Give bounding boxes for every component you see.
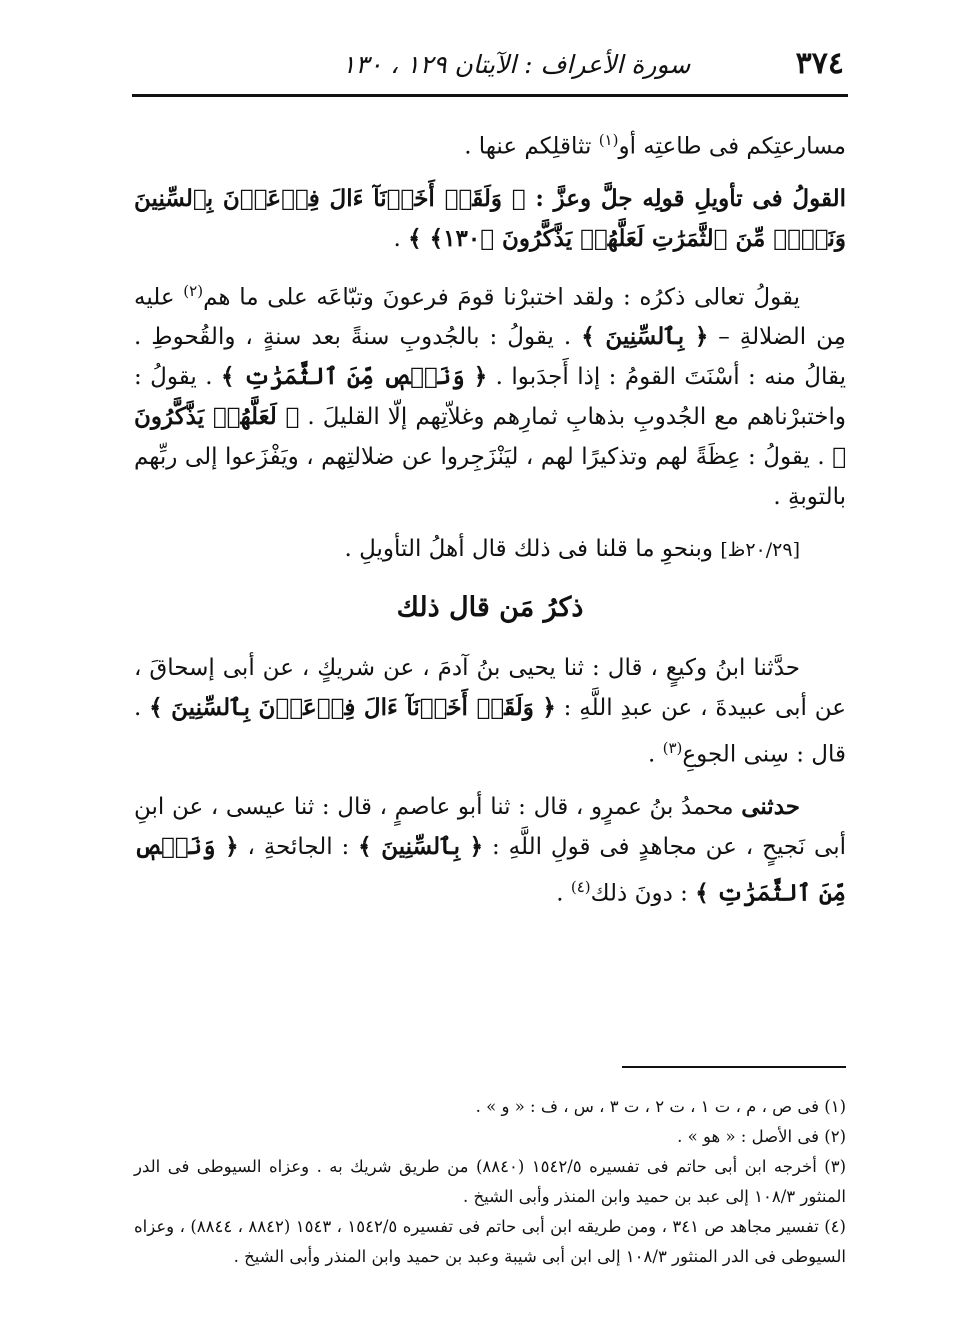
text-run: يقولُ تعالى ذكرُه : ولقد اختبرْنا قومَ فرعونَ وتبّاعَه على ما هم	[203, 284, 800, 311]
footnote-rule	[622, 1066, 846, 1068]
text-run: وبنحوِ ما قلنا فى ذلك قال أهلُ التأويلِ .	[344, 536, 721, 563]
text-run: محمدُ بنُ عمرٍو ، قال : ثنا أبو عاصمٍ ، قال : ثنا عيسى ، عن ابنِ أبى نَجيحٍ ، عن مجاهدٍ فى قولِ اللَّهِ :	[134, 793, 846, 860]
narration-paragraph	[134, 787, 846, 914]
footnote-marker: (١)	[598, 131, 619, 149]
narration-paragraph	[134, 648, 846, 775]
text-run: . يقولُ : واختبرْناهم مع الجُدوبِ بذهابِ ثمارِهم وغلاّتِهم إلّا القليلَ .	[134, 364, 846, 431]
text-run: . قال : سِنى الجوعِ	[134, 695, 846, 768]
header-rule	[132, 94, 848, 97]
footnote-marker: (٢)	[183, 281, 204, 300]
footnote: (٢) فى الأصل : « هو » .	[677, 1127, 846, 1146]
quran-quote: ﴿ وَنَقۡصٖ مِّنَ ٱلثَّمَرَٰتِ ﴾	[134, 832, 846, 907]
text-run: عليه مِن الضلالةِ –	[134, 284, 847, 351]
footnotes	[134, 1092, 846, 1272]
text-run: مسارعتِكم فى طاعتِه أو	[618, 133, 846, 160]
narration-lead: حدثنى	[741, 792, 800, 820]
section-lead: القولُ فى تأويلِ قولِه جلَّ وعزَّ :	[525, 184, 847, 212]
page-header	[132, 36, 848, 94]
footnote: (٤) تفسير مجاهد ص ٣٤١ ، ومن طريقه ابن أبى حاتم فى تفسيره ١٥٤٢/٥ ، ١٥٤٣ (٨٨٤٢ ، ٨٨٤٤) ، وعزاه السيوطى فى الدر المنثور ١٠٨/٣ إلى ابن أبى شيبة وعبد بن حميد وابن المنذر وأبى الشيخ .	[134, 1217, 846, 1266]
quran-quote: ﴿ بِٱلسِّنِينَ ﴾	[358, 832, 484, 860]
text-run: : الجائحةِ ،	[238, 833, 359, 860]
running-title: سورة الأعراف : الآيتان ١٢٩ ، ١٣٠	[342, 50, 691, 79]
paragraph-continuation	[134, 120, 846, 167]
tafsir-heading-paragraph	[134, 179, 846, 259]
text-run: حدَّثنا ابنُ وكيعٍ ، قال : ثنا يحيى بنُ آدمَ ، عن شريكٍ ، عن أبى إسحاقَ ، عن أبى عبيدةَ ، عن عبدِ اللَّهِ :	[134, 655, 846, 722]
footnote-marker: (٣)	[662, 739, 683, 758]
text-run: . يقولُ : بالجُدوبِ سنةً بعد سنةٍ ، والقُحوطِ . يقالُ منه : أسْنَتَ القومُ : إذا أَجدَبوا .	[134, 324, 846, 391]
quran-quote: ﴿ لَعَلَّهُمۡ يَذَّكَّرُونَ ﴾	[134, 403, 846, 471]
footnote: (٣) أخرجه ابن أبى حاتم فى تفسيره ١٥٤٢/٥ (٨٨٤٠) من طريق شريك به . وعزاه السيوطى فى الدر المنثور ١٠٨/٣ إلى عبد بن حميد وابن المنذر وأبى الشيخ .	[134, 1157, 846, 1206]
quran-quote: ﴿ بِٱلسِّنِينَ ﴾	[581, 323, 709, 351]
quran-verse: ﴿ وَلَقَدۡ أَخَذۡنَآ ءَالَ فِرۡعَوۡنَ بِٱلسِّنِينَ وَنَقۡصٖ مِّنَ ٱلثَّمَرَٰتِ لَعَلَّهُمۡ يَذَّكَّرُونَ ﴿١٣٠﴾ ﴾	[134, 184, 846, 252]
quran-quote: ﴿ وَلَقَدۡ أَخَذۡنَآ ءَالَ فِرۡعَوۡنَ بِٱلسِّنِينَ ﴾	[149, 694, 556, 722]
text-run: .	[647, 741, 663, 768]
quran-quote: ﴿ وَنَقۡصٖ مِّنَ ٱلثَّمَرَٰتِ ﴾	[220, 363, 488, 391]
main-text	[134, 120, 846, 926]
summary-paragraph	[134, 529, 846, 570]
commentary-paragraph	[134, 271, 846, 518]
text-run: .	[556, 880, 571, 907]
text-run: .	[393, 225, 409, 252]
text-run: تثاقلِكم عنها .	[464, 133, 599, 160]
footnote-marker: (٤)	[570, 877, 591, 896]
section-heading: ذكرُ مَن قال ذلك	[396, 592, 584, 624]
text-run: . يقولُ : عِظَةً لهم وتذكيرًا لهم ، ليَنْزَجِروا عن ضلالتِهم ، ويَفْزَعوا إلى ربِّهم بالتوبةِ .	[134, 444, 846, 511]
manuscript-reference: [٢٠/٢٩ظ]	[720, 539, 800, 562]
footnote: (١) فى ص ، م ، ت ١ ، ت ٢ ، ت ٣ ، س ، ف : « و » .	[475, 1097, 846, 1116]
page-number: ٣٧٤	[795, 46, 844, 81]
text-run: : دونَ ذلك	[590, 880, 696, 907]
